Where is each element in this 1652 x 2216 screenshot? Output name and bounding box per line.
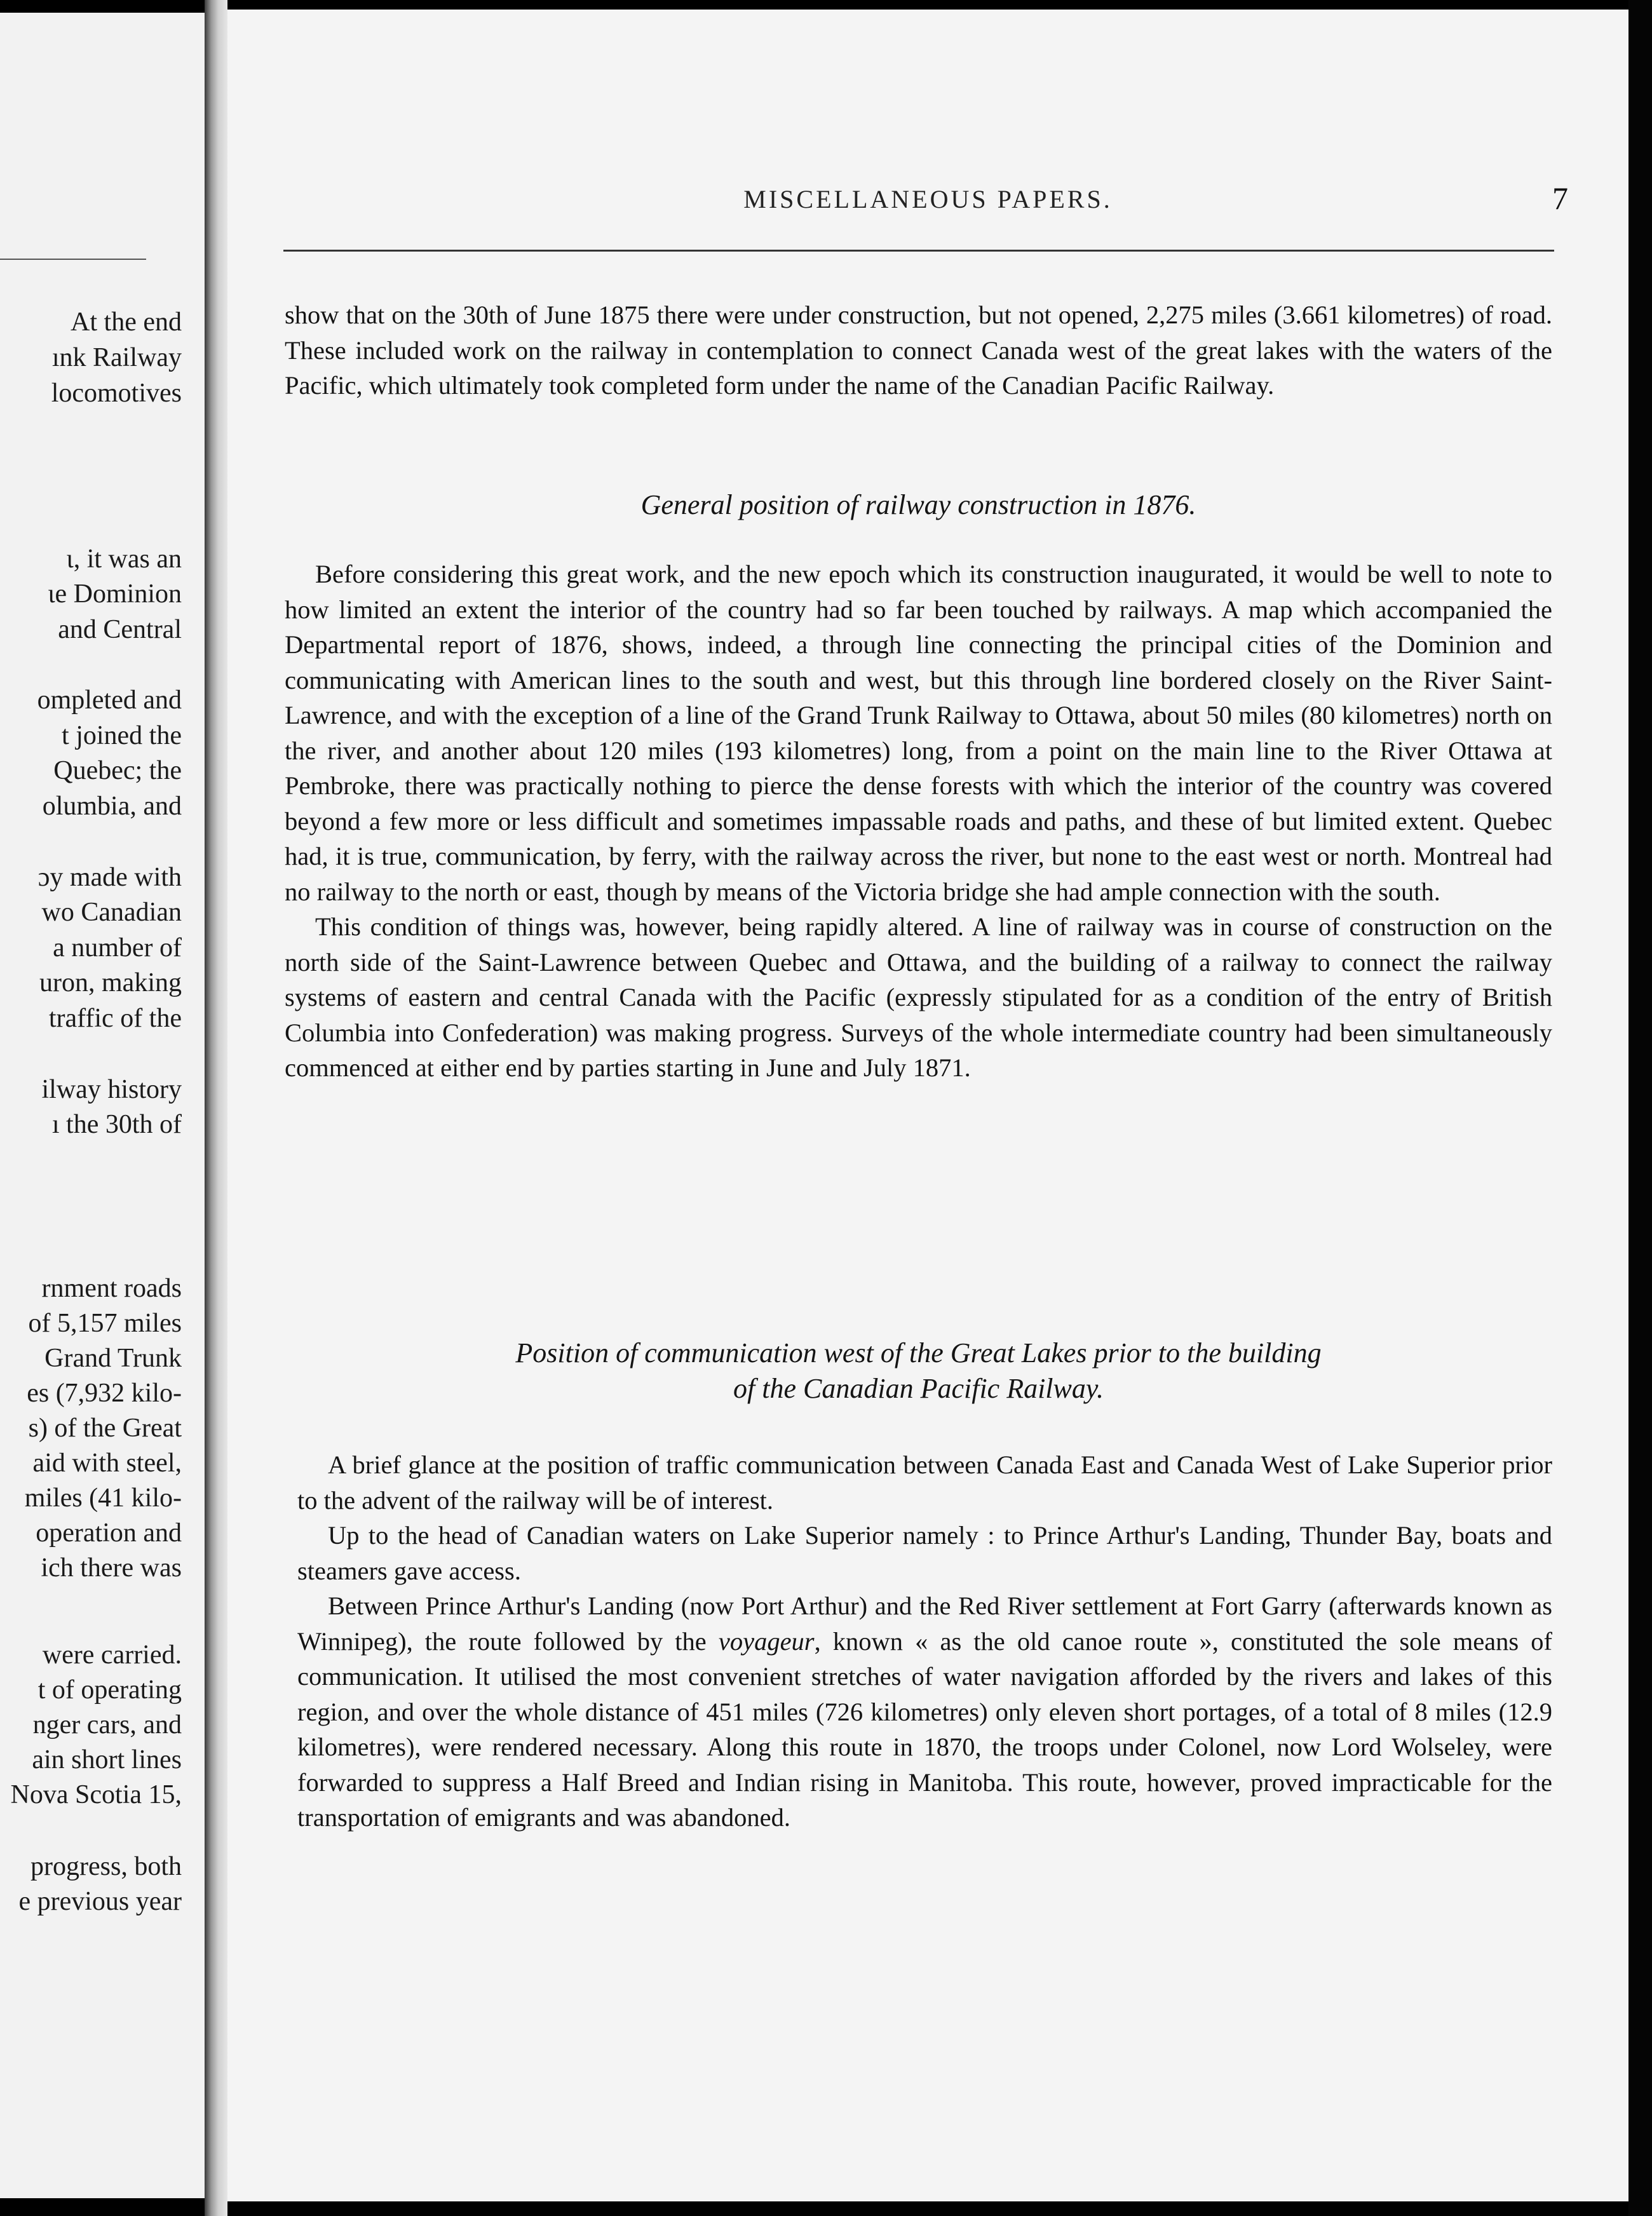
- facing-page-line: olumbia, and: [42, 792, 182, 821]
- paragraph-text: , known « as the old canoe route », constituted the sole means of communication. It utilised the most convenient stretches of water navigation afforded by the rivers and lakes of this region, and over the whole distance of 451 miles (726 kilometres) only eleven short portages, of a total of 8 miles (12.9 kilometres), were rendered necessary. Along this route in 1870, the troops under Colonel, now Lord Wolseley, were forwarded to suppress a Half Breed and Indian rising in Manitoba. This route, however, proved impracticable for the transportation of emigrants and was abandoned.: [297, 1626, 1552, 1832]
- facing-page-line: Grand Trunk: [44, 1344, 182, 1373]
- facing-page-line: ilway history: [41, 1075, 182, 1104]
- page-number: 7: [1552, 180, 1568, 216]
- facing-page-line: s) of the Great: [28, 1414, 182, 1443]
- facing-page-line: ınk Railway: [51, 343, 182, 372]
- facing-page-line: a number of: [53, 933, 182, 963]
- facing-page-line: t of operating: [37, 1675, 182, 1705]
- facing-page: [0, 13, 205, 2198]
- facing-page-line: t joined the: [62, 721, 182, 750]
- facing-page-line: and Central: [58, 615, 182, 644]
- intro-text: [285, 297, 1552, 403]
- facing-page-line: es (7,932 kilo-: [27, 1379, 182, 1408]
- section-heading-line: of the Canadian Pacific Railway.: [733, 1373, 1104, 1404]
- paragraph: Before considering this great work, and the new epoch which its construction inaugurated, it would be well to note to how limited an extent the interior of the country had so far been touched by railways. A map which accompanied the Departmental report of 1876, shows, indeed, a through line connecting the principal cities of the Dominion and communicating with American lines to the south and west, but this through line bordered closely on the River Saint-Lawrence, and with the exception of a line of the Grand Trunk Railway to Ottawa, about 50 miles (80 kilometres) north on the river, and another about 120 miles (193 kilometres) long, from a point on the main line to the River Ottawa at Pembroke, there was practically nothing to pierce the dense forests with which the interior of the country was covered beyond a few more or less difficult and sometimes impassable roads and paths, and these of but limited extent. Quebec had, it is true, communication, by ferry, with the railway across the river, but none to the east west or north. Montreal had no railway to the north or east, though by means of the Victoria bridge she had ample connection with the south.: [285, 560, 1552, 906]
- facing-page-line: Quebec; the: [53, 756, 182, 785]
- facing-page-line: ι, it was an: [66, 544, 182, 574]
- italic-term: voyageur: [718, 1626, 815, 1656]
- paragraph: show that on the 30th of June 1875 there were under construction, but not opened, 2,275 miles (3.661 kilometres) of road. These included work on the railway in contemplation to connect Canada west of the great lakes with the waters of the Pacific, which ultimately took completed form under the name of the Canadian Pacific Railway.: [285, 301, 1552, 400]
- paragraph: [297, 1588, 1552, 1835]
- facing-page-line: ompleted and: [37, 686, 182, 715]
- section-heading: General position of railway construction in 1876.: [640, 489, 1196, 520]
- facing-page-line: Nova Scotia 15,: [10, 1780, 182, 1809]
- book-gutter: [205, 0, 227, 2216]
- section-body: [297, 1447, 1552, 1835]
- paragraph: This condition of things was, however, being rapidly altered. A line of railway was in course of construction on the north side of the Saint-Lawrence between Quebec and Ottawa, and the building of a railway to connect the railway systems of eastern and central Canada with the Pacific (expressly stipulated for as a condition of the entry of British Columbia into Confederation) was making progress. Surveys of the whole intermediate country had been simultaneously commenced at either end by parties starting in June and July 1871.: [285, 912, 1552, 1082]
- facing-page-line: ı the 30th of: [51, 1110, 182, 1139]
- facing-page-line: At the end: [71, 307, 182, 337]
- facing-page-line: traffic of the: [48, 1004, 182, 1033]
- facing-page-line: ich there was: [41, 1553, 182, 1583]
- facing-page-line: of 5,157 miles: [28, 1309, 182, 1338]
- facing-page-line: wo Canadian: [41, 898, 182, 927]
- facing-page-line: nger cars, and: [32, 1710, 182, 1740]
- scan-border: [1628, 0, 1652, 2216]
- facing-page-line: miles (41 kilo-: [24, 1483, 182, 1513]
- section-heading: [285, 1335, 1552, 1407]
- facing-page-line: uron, making: [39, 968, 182, 997]
- facing-page-rule: [0, 259, 146, 260]
- facing-page-line: progress, both: [30, 1852, 182, 1881]
- section-heading-line: Position of communication west of the Great Lakes prior to the building: [515, 1337, 1322, 1368]
- facing-page-line: aid with steel,: [32, 1449, 182, 1478]
- facing-page-line: ɔy made with: [37, 863, 182, 892]
- facing-page-line: rnment roads: [41, 1274, 182, 1303]
- facing-page-line: ιe Dominion: [48, 579, 182, 609]
- facing-page-line: ain short lines: [32, 1745, 182, 1774]
- facing-page-line: locomotives: [51, 379, 182, 408]
- facing-page-line: operation and: [36, 1518, 182, 1548]
- page: [227, 10, 1628, 2201]
- facing-page-line: e previous year: [18, 1887, 182, 1916]
- paragraph: Up to the head of Canadian waters on Lake Superior namely : to Prince Arthur's Landing, Thunder Bay, boats and steamers gave access.: [297, 1521, 1552, 1585]
- section-body: [285, 557, 1552, 1086]
- facing-page-line: were carried.: [42, 1640, 182, 1670]
- paragraph: A brief glance at the position of traffic communication between Canada East and Canada West of Lake Superior prior to the advent of the railway will be of interest.: [297, 1450, 1552, 1515]
- running-head: MISCELLANEOUS PAPERS.: [743, 185, 1113, 213]
- paragraph-text: Between Prince Arthur's Landing (now Port Arthur) and the Red River settlement at Fort Garry (afterwards known as Winnipeg), the route followed by the: [297, 1591, 1552, 1656]
- header-rule: [283, 250, 1554, 252]
